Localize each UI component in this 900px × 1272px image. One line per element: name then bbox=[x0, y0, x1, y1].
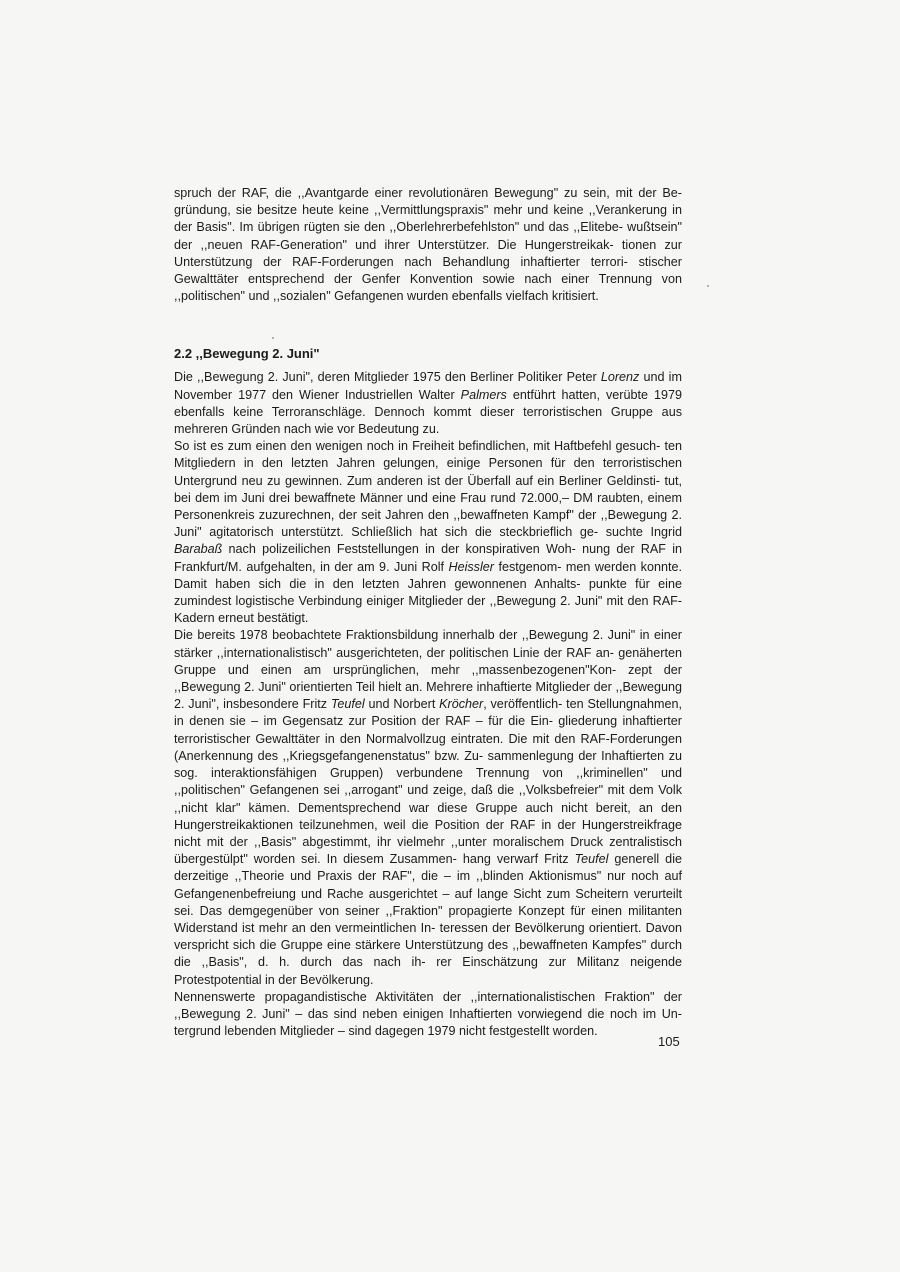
section-heading: 2.2 ,,Bewegung 2. Juni" bbox=[174, 346, 320, 362]
page-number: 105 bbox=[658, 1034, 680, 1049]
section-body bbox=[174, 369, 682, 1040]
text-run: und im November 1977 den Wiener Industriellen Walter bbox=[174, 370, 682, 402]
intro-paragraph: spruch der RAF, die ,,Avantgarde einer revolutionären Bewegung" zu sein, mit der Be- gründung, sie besitze heute keine ,,Vermittlungspraxis" mehr und keine ,,Verankerung in der Basis". Im übrigen rügten sie den ,,Oberlehrerbefehlston" und das ,,Elitebe- wußtsein" der ,,neuen RAF-Generation" und ihrer Unterstützer. Die Hungerstreikak- tionen zur Unterstützung der RAF-Forderungen nach Behandlung inhaftierter terrori- stischer Gewalttäter entsprechend der Genfer Konvention sowie nach einer Trennung von ,,politischen" und ,,sozialen" Gefangenen wurden ebenfalls vielfach kritisiert. bbox=[174, 186, 682, 304]
text-run: nach polizeilichen Feststellungen in der konspirativen Woh- nung der RAF in Frankfurt/M. aufgehalten, in der am 9. Juni Rolf bbox=[174, 542, 682, 574]
text-run: , veröffentlich- ten Stellungnahmen, in denen sie – im Gegensatz zur Position der RAF – für die Ein- gliederung inhaftierter terroristischer Gewalttäter in den Normalvollzug eintraten. Die mit den RAF-Forderungen (Anerkennung des ,,Kriegsgefangenenstatus" bzw. Zu- sammenlegung der Inhaftierten zu sog. interaktionsfähigen Gruppen) verbundene Trennung von ,,kriminellen" und ,,politischen" Gefangenen sei ,,arrogant" und zeige, daß die ,,Volksbefreier" mit dem Volk ,,nicht klar" kämen. Dementsprechend war diese Gruppe auch nicht bereit, an den Hungerstreikaktionen teilzunehmen, weil die Position der RAF in der Hungerstreikfrage nicht mit der ,,Basis" abgestimmt, ihr vielmehr ,,unter moralischem Druck zentralistisch übergestülpt" worden sei. In diesem Zusammen- hang verwarf Fritz bbox=[174, 697, 682, 867]
text-run: So ist es zum einen den wenigen noch in Freiheit befindlichen, mit Haftbefehl gesuch- ten Mitgliedern in den letzten Jahren gelungen, einige Personen für den terroristischen Untergrund neu zu gewinnen. Zum anderen ist der Überfall auf ein Berliner Geldinsti- tut, bei dem im Juni drei bewaffnete Männer und eine Frau rund 72.000,– DM raubten, einem Personenkreis zuzurechnen, der seit Jahren den ,,bewaffneten Kampf" der ,,Bewegung 2. Juni" agitatorisch unterstützt. Schließlich hat sich die steckbrieflich ge- suchte Ingrid bbox=[174, 439, 682, 540]
italic-name: Teufel bbox=[330, 697, 365, 712]
italic-name: Barabaß bbox=[174, 542, 223, 557]
section-paragraph bbox=[174, 627, 682, 988]
italic-name: Palmers bbox=[460, 387, 507, 402]
document-page bbox=[174, 185, 682, 1040]
section-paragraph bbox=[174, 369, 682, 438]
section-paragraph bbox=[174, 989, 682, 1041]
scan-speck bbox=[707, 285, 709, 287]
italic-name: Lorenz bbox=[600, 370, 640, 385]
text-run: Die ,,Bewegung 2. Juni", deren Mitglieder 1975 den Berliner Politiker Peter bbox=[174, 370, 601, 385]
text-run: generell die derzeitige ,,Theorie und Praxis der RAF", die – im ,,blinden Aktionismus" nur noch auf Gefangenenbefreiung und Rache ausgerichtet – auf lange Sicht zum Scheitern verurteilt sei. Das demgegenüber von seiner ,,Fraktion" propagierte Konzept für einen militanten Widerstand ist mehr an den vermeintlichen In- teressen der Bevölkerung orientiert. Davon verspricht sich die Gruppe eine stärkere Unterstützung des ,,bewaffneten Kampfes" durch die ,,Basis", d. h. durch das nach ih- rer Einschätzung zur Militanz neigende Protestpotential in der Bevölkerung. bbox=[174, 852, 682, 987]
text-run: entführt hatten, verübte 1979 ebenfalls keine Terroranschläge. Dennoch kommt dieser terroristischen Gruppe aus mehreren Gründen nach wie vor Bedeutung zu. bbox=[174, 387, 682, 437]
italic-name: Teufel bbox=[574, 852, 609, 867]
italic-name: Kröcher bbox=[439, 697, 484, 712]
italic-name: Heissler bbox=[448, 559, 494, 574]
text-run: Nennenswerte propagandistische Aktivitäten der ,,internationalistischen Fraktion" der ,,Bewegung 2. Juni" – das sind neben einigen Inhaftierten vorwiegend die noch im Un- tergrund lebenden Mitglieder – sind dagegen 1979 nicht festgestellt worden. bbox=[174, 989, 682, 1039]
section-paragraph bbox=[174, 438, 682, 627]
text-run: und Norbert bbox=[364, 697, 440, 712]
text-run: festgenom- men werden konnte. Damit haben sich die in den letzten Jahren gewonnenen Anhalts- punkte für eine zumindest logistische Verbindung einiger Mitglieder der ,,Bewegung 2. Juni" mit den RAF-Kadern erneut bestätigt. bbox=[174, 559, 682, 626]
text-run: Die bereits 1978 beobachtete Fraktionsbildung innerhalb der ,,Bewegung 2. Juni" in einer stärker ,,internationalistisch" ausgerichteten, der politischen Linie der RAF an- genäherten Gruppe und einen am ursprünglichen, mehr ,,massenbezogenen"Kon- zept der ,,Bewegung 2. Juni" orientierten Teil hielt an. Mehrere inhaftierte Mitglieder der ,,Bewegung 2. Juni", insbesondere Fritz bbox=[174, 628, 682, 712]
